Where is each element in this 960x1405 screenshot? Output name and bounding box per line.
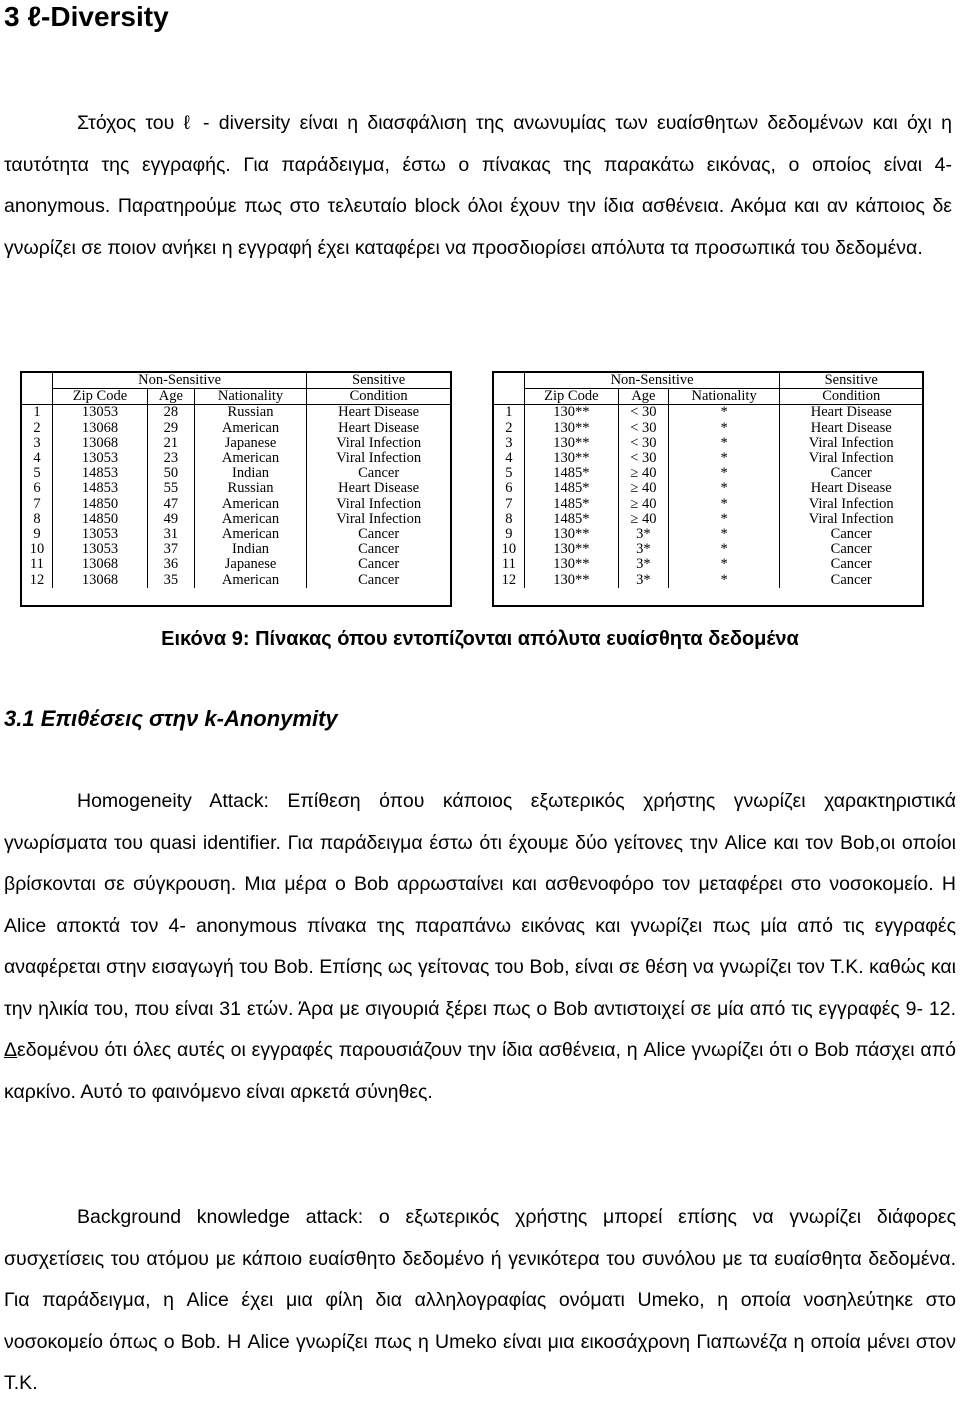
zip-code-cell: 13068 [52,573,147,588]
table-row [22,512,450,527]
condition-cell: Viral Infection [780,436,922,451]
nationality-cell: * [668,421,780,436]
zip-code-cell: 14850 [52,512,147,527]
background-knowledge-paragraph: Background knowledge attack: ο εξωτερικός χρήστης μπορεί επίσης να γνωρίζει διάφορες συσχετίσεις του ατόμου με κάποιο ευαίσθητο δεδομένο ή γενικότερα του συνόλου με τα ευαίσθητα δεδομένα. Για παράδειγμα, η Alice έχει μια φίλη δια αλληλογραφίας ονόματι Umeko, η οποία νοσηλεύτηκε στο νοσοκομείο όπως ο Bob. Η Alice γνωρίζει πως η Umeko είναι μια εικοσάχρονη Γιαπωνέζα η οποία μένει στον Τ.Κ. [4,1206,956,1394]
table-row [22,481,450,496]
age-cell: 50 [148,466,195,481]
age-cell: 55 [148,481,195,496]
nationality-cell: * [668,527,780,542]
underlined-letter: Δ [4,1039,18,1061]
original-table [20,371,452,607]
age-cell: 35 [148,573,195,588]
condition-cell: Cancer [780,466,922,481]
paragraph-text: εδομένου ότι όλες αυτές οι εγγραφές παρουσιάζουν την ίδια ασθένεια, η Alice γνωρίζει ότι ο Bob πάσχει από καρκίνο. Αυτό το φαινόμενο είναι αρκετά σύνηθες. [4,1039,956,1103]
row-number-cell: 1 [22,405,52,421]
zip-code-cell: 14853 [52,466,147,481]
table-row [494,512,922,527]
condition-cell: Viral Infection [307,436,450,451]
condition-cell: Cancer [780,542,922,557]
zip-code-cell: 1485* [524,497,618,512]
nationality-cell: American [194,451,307,466]
anonymized-table [492,371,924,607]
nationality-cell: American [194,573,307,588]
condition-cell: Heart Disease [780,405,922,421]
age-cell: 28 [148,405,195,421]
zip-code-cell: 14850 [52,497,147,512]
nationality-cell: American [194,512,307,527]
nationality-cell: Indian [194,466,307,481]
row-number-cell: 3 [33,434,41,451]
intro-paragraph: Στόχος του ℓ - diversity είναι η διασφάλιση της ανωνυμίας των ευαίσθητων δεδομένων και όχι η ταυτότητα της εγγραφής. Για παράδειγμα, έστω ο πίνακας της παρακάτω εικόνας, ο οποίος είναι 4- anonymous. Παρατηρούμε πως στο τελευταίο block όλοι έχουν την ίδια ασθένεια. Ακόμα και αν κάποιος δε γνωρίζει σε ποιον ανήκει η εγγραφή έχει καταφέρει να προσδιορίσει απόλυτα τα προσωπικά του δεδομένα. [4,112,952,259]
col-nationality: Nationality [194,389,307,405]
age-cell: < 30 [619,405,669,421]
subsection-heading [4,706,338,732]
row-number-cell: 7 [505,495,513,512]
subsection-title: Επιθέσεις στην k-Anonymity [40,706,338,731]
sensitive-header: Sensitive [307,373,450,389]
condition-cell: Cancer [780,527,922,542]
condition-cell: Heart Disease [780,481,922,496]
age-cell: 23 [148,451,195,466]
table-row [494,451,922,466]
nationality-cell: American [194,497,307,512]
age-cell: ≥ 40 [619,497,669,512]
age-cell: ≥ 40 [619,512,669,527]
condition-cell: Viral Infection [307,451,450,466]
table-row [494,466,922,481]
zip-code-cell: 130** [524,405,618,421]
table-row [494,557,922,572]
nationality-cell: * [668,405,780,421]
zip-code-cell: 13053 [52,451,147,466]
table-row [22,573,450,588]
age-cell: < 30 [619,436,669,451]
nationality-cell: * [668,451,780,466]
nationality-cell: Russian [194,405,307,421]
row-number-cell: 1 [494,405,524,421]
zip-code-cell: 130** [524,557,618,572]
age-cell: 36 [148,557,195,572]
age-cell: 3* [619,557,669,572]
condition-cell: Viral Infection [780,497,922,512]
zip-code-cell: 130** [524,436,618,451]
original-table-body [22,405,450,588]
row-number-cell: 9 [33,526,41,543]
zip-code-cell: 1485* [524,512,618,527]
condition-cell: Cancer [780,573,922,588]
table-row [494,436,922,451]
table-row [22,451,450,466]
row-number-cell: 10 [29,541,45,558]
nationality-cell: * [668,512,780,527]
zip-code-cell: 14853 [52,481,147,496]
zip-code-cell: 13053 [52,527,147,542]
col-nationality: Nationality [668,389,780,405]
age-cell: ≥ 40 [619,466,669,481]
figure-tables [20,371,924,607]
zip-code-cell: 13053 [52,405,147,421]
row-number-cell: 7 [33,495,41,512]
condition-cell: Heart Disease [307,481,450,496]
nationality-cell: American [194,421,307,436]
col-zip-code: Zip Code [524,389,618,405]
zip-code-cell: 130** [524,542,618,557]
table-row [494,405,922,421]
table-row [22,405,450,421]
row-number-cell: 6 [33,480,41,497]
nationality-cell: American [194,527,307,542]
col-age: Age [148,389,195,405]
table-row [22,557,450,572]
condition-cell: Heart Disease [307,421,450,436]
zip-code-cell: 13068 [52,557,147,572]
row-number-cell: 3 [505,434,513,451]
row-number-cell: 9 [505,526,513,543]
condition-cell: Cancer [307,466,450,481]
anonymized-data-table [494,373,922,588]
age-cell: 49 [148,512,195,527]
zip-code-cell: 130** [524,421,618,436]
nationality-cell: * [668,557,780,572]
age-cell: 21 [148,436,195,451]
row-number-cell: 5 [33,465,41,482]
age-cell: < 30 [619,451,669,466]
section-title: ℓ-Diversity [27,1,169,32]
condition-cell: Cancer [307,527,450,542]
zip-code-cell: 130** [524,573,618,588]
row-number-cell: 2 [33,419,41,436]
nationality-cell: Russian [194,481,307,496]
row-number-cell: 11 [501,556,516,573]
table-row [494,573,922,588]
row-number-cell: 6 [505,480,513,497]
row-number-cell: 11 [29,556,44,573]
original-data-table [22,373,450,588]
nationality-cell: * [668,497,780,512]
condition-cell: Viral Infection [307,497,450,512]
nationality-cell: Indian [194,542,307,557]
table-row [22,436,450,451]
sensitive-header: Sensitive [780,373,922,389]
age-cell: 3* [619,542,669,557]
age-cell: ≥ 40 [619,481,669,496]
row-number-cell: 4 [33,450,41,467]
zip-code-cell: 13068 [52,436,147,451]
row-number-cell: 12 [501,571,517,588]
table-row [22,421,450,436]
row-number-cell: 10 [501,541,517,558]
zip-code-cell: 130** [524,527,618,542]
row-number-cell: 4 [505,450,513,467]
nationality-cell: Japanese [194,557,307,572]
table-row [494,481,922,496]
age-cell: 37 [148,542,195,557]
condition-cell: Cancer [307,542,450,557]
table-row [494,497,922,512]
homogeneity-paragraph [4,781,956,1113]
nationality-cell: * [668,481,780,496]
row-number-cell: 12 [29,571,45,588]
subsection-number: 3.1 [4,706,35,731]
zip-code-cell: 13053 [52,542,147,557]
zip-code-cell: 13068 [52,421,147,436]
condition-cell: Viral Infection [780,451,922,466]
condition-cell: Cancer [780,557,922,572]
nationality-cell: * [668,436,780,451]
condition-cell: Heart Disease [307,405,450,421]
col-age: Age [619,389,669,405]
section-heading [4,0,169,34]
row-number-cell: 5 [505,465,513,482]
paragraph-text: Homogeneity Attack: Επίθεση όπου κάποιος εξωτερικός χρήστης γνωρίζει χαρακτηριστικά γνωρίσματα του quasi identifier. Για παράδειγμα έστω ότι έχουμε δύο γείτονες την Alice και τον Bob,οι οποίοι βρίσκονται σε σύγκρουση. Μια μέρα ο Bob αρρωσταίνει και ασθενοφόρο τον μεταφέρει στο νοσοκομείο. Η Alice αποκτά τον 4- anonymous πίνακα της παραπάνω εικόνας και γνωρίζει πως μία από τις εγγραφές αναφέρεται στην εισαγωγή του Bob. Επίσης ως γείτονας του Bob, είναι σε θέση να γνωρίζει τον Τ.Κ. καθώς και την ηλικία του, που είναι 31 ετών. Άρα με σιγουριά ξέρει πως ο Bob αντιστοιχεί σε μία από τις εγγραφές 9- 12. [4,790,956,1020]
age-cell: 3* [619,573,669,588]
table-row [22,542,450,557]
nationality-cell: * [668,466,780,481]
zip-code-cell: 130** [524,451,618,466]
age-cell: 29 [148,421,195,436]
non-sensitive-header: Non-Sensitive [524,373,780,389]
table-row [494,421,922,436]
condition-cell: Viral Infection [780,512,922,527]
col-zip-code: Zip Code [52,389,147,405]
anonymized-table-body [494,405,922,588]
row-number-cell: 2 [505,419,513,436]
non-sensitive-header: Non-Sensitive [52,373,306,389]
table-row [494,527,922,542]
zip-code-cell: 1485* [524,481,618,496]
age-cell: 3* [619,527,669,542]
condition-cell: Heart Disease [780,421,922,436]
nationality-cell: * [668,542,780,557]
table-row [494,542,922,557]
age-cell: < 30 [619,421,669,436]
nationality-cell: Japanese [194,436,307,451]
age-cell: 47 [148,497,195,512]
row-number-cell: 8 [33,510,41,527]
table-row [22,466,450,481]
condition-cell: Viral Infection [307,512,450,527]
condition-cell: Cancer [307,557,450,572]
condition-cell: Cancer [307,573,450,588]
col-condition: Condition [780,389,922,405]
zip-code-cell: 1485* [524,466,618,481]
age-cell: 31 [148,527,195,542]
nationality-cell: * [668,573,780,588]
col-condition: Condition [307,389,450,405]
row-number-cell: 8 [505,510,513,527]
section-number: 3 [4,1,20,32]
table-row [22,527,450,542]
figure-caption: Εικόνα 9: Πίνακας όπου εντοπίζονται απόλυτα ευαίσθητα δεδομένα [161,628,799,650]
table-row [22,497,450,512]
